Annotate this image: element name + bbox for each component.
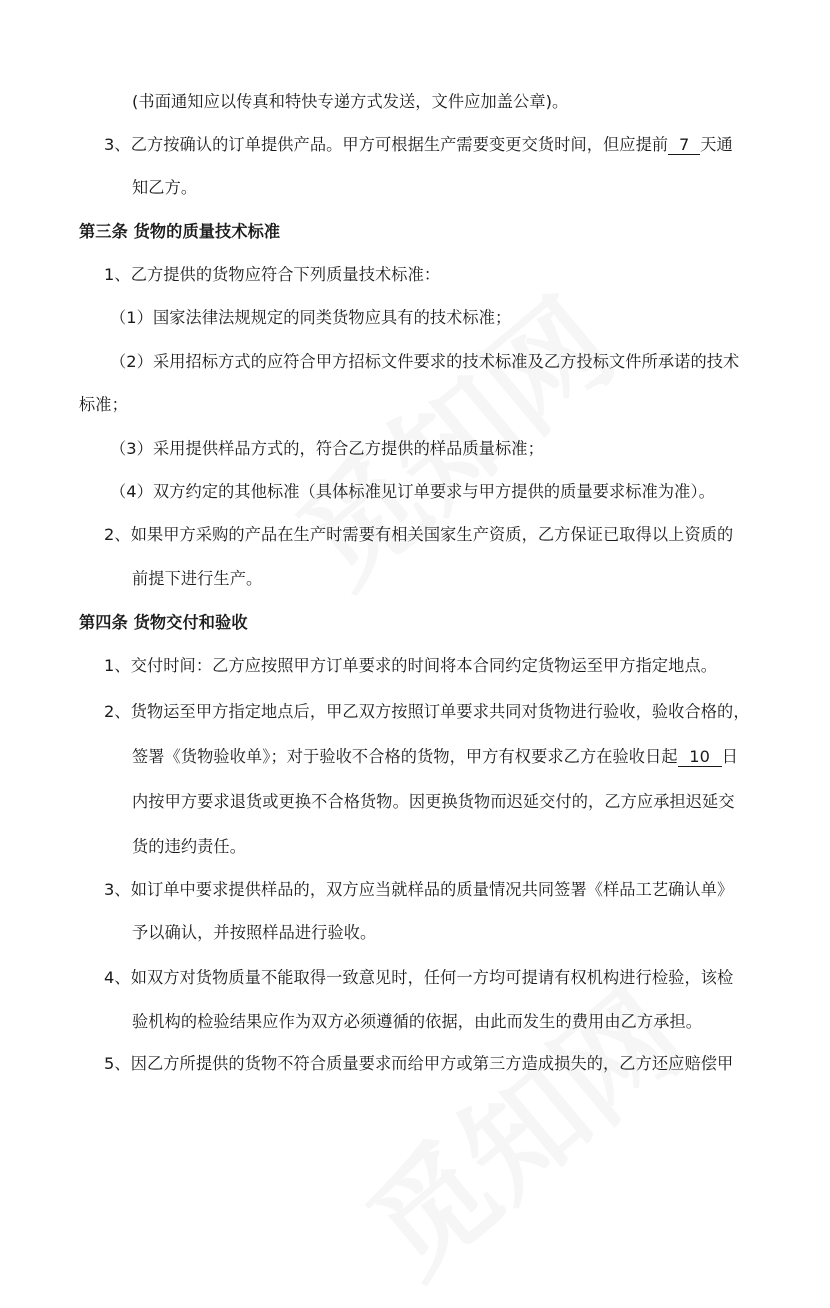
paragraph-line: (书面通知应以传真和特快专递方式发送，文件应加盖公章)。 xyxy=(132,92,569,111)
list-number: 1、 xyxy=(104,265,131,284)
paragraph-line: 签署《货物验收单》；对于验收不合格的货物，甲方有权要求乙方在验收日起 10 日 xyxy=(132,747,738,766)
list-number: 2、 xyxy=(104,702,131,721)
fill-blank: 10 xyxy=(678,748,722,767)
paragraph-line: 标准； xyxy=(79,395,128,414)
list-item: 3、乙方按确认的订单提供产品。甲方可根据生产需要变更交货时间，但应提前 7 天通 xyxy=(104,135,733,154)
list-number: 3、 xyxy=(104,880,131,899)
paragraph-line: 验机构的检验结果应作为双方必须遵循的依据，由此而发生的费用由乙方承担。 xyxy=(132,1012,703,1031)
watermark xyxy=(327,944,713,1307)
paragraph-line: 货的违约责任。 xyxy=(132,837,247,856)
list-item: 4、如双方对货物质量不能取得一致意见时，任何一方均可提请有权机构进行检验，该检 xyxy=(104,968,734,987)
paragraph-line: （2）采用招标方式的应符合甲方招标文件要求的技术标准及乙方投标文件所承诺的技术 xyxy=(110,352,740,371)
paragraph-line: 予以确认，并按照样品进行验收。 xyxy=(132,923,377,942)
list-number: 4、 xyxy=(104,968,131,987)
paragraph-line: （4）双方约定的其他标准（具体标准见订单要求与甲方提供的质量要求标准为准）。 xyxy=(110,482,715,501)
list-number: 3、 xyxy=(104,135,131,154)
paragraph-line: 内按甲方要求退货或更换不合格货物。因更换货物而迟延交付的，乙方应承担迟延交 xyxy=(132,792,735,811)
paragraph-line: 知乙方。 xyxy=(132,178,198,197)
list-number: 5、 xyxy=(104,1054,131,1073)
fill-blank: 7 xyxy=(668,136,700,155)
list-number: 2、 xyxy=(104,525,131,544)
list-item: 1、交付时间：乙方应按照甲方订单要求的时间将本合同约定货物运至甲方指定地点。 xyxy=(104,656,718,675)
section-heading: 第四条 货物交付和验收 xyxy=(79,613,248,632)
list-item: 5、因乙方所提供的货物不符合质量要求而给甲方或第三方造成损失的，乙方还应赔偿甲 xyxy=(104,1054,734,1073)
paragraph-line: （3）采用提供样品方式的，符合乙方提供的样品质量标准； xyxy=(110,439,544,458)
paragraph-line: （1）国家法律法规规定的同类货物应具有的技术标准； xyxy=(110,308,512,327)
paragraph-line: 前提下进行生产。 xyxy=(132,569,263,588)
section-heading: 第三条 货物的质量技术标准 xyxy=(79,222,281,241)
list-item: 2、货物运至甲方指定地点后，甲乙双方按照订单要求共同对货物进行验收，验收合格的， xyxy=(104,702,750,721)
list-item: 1、乙方提供的货物应符合下列质量技术标准： xyxy=(104,265,441,284)
list-item: 3、如订单中要求提供样品的，双方应当就样品的质量情况共同签署《样品工艺确认单》 xyxy=(104,880,734,899)
list-item: 2、如果甲方采购的产品在生产时需要有相关国家生产资质，乙方保证已取得以上资质的 xyxy=(104,525,734,544)
list-number: 1、 xyxy=(104,656,131,675)
